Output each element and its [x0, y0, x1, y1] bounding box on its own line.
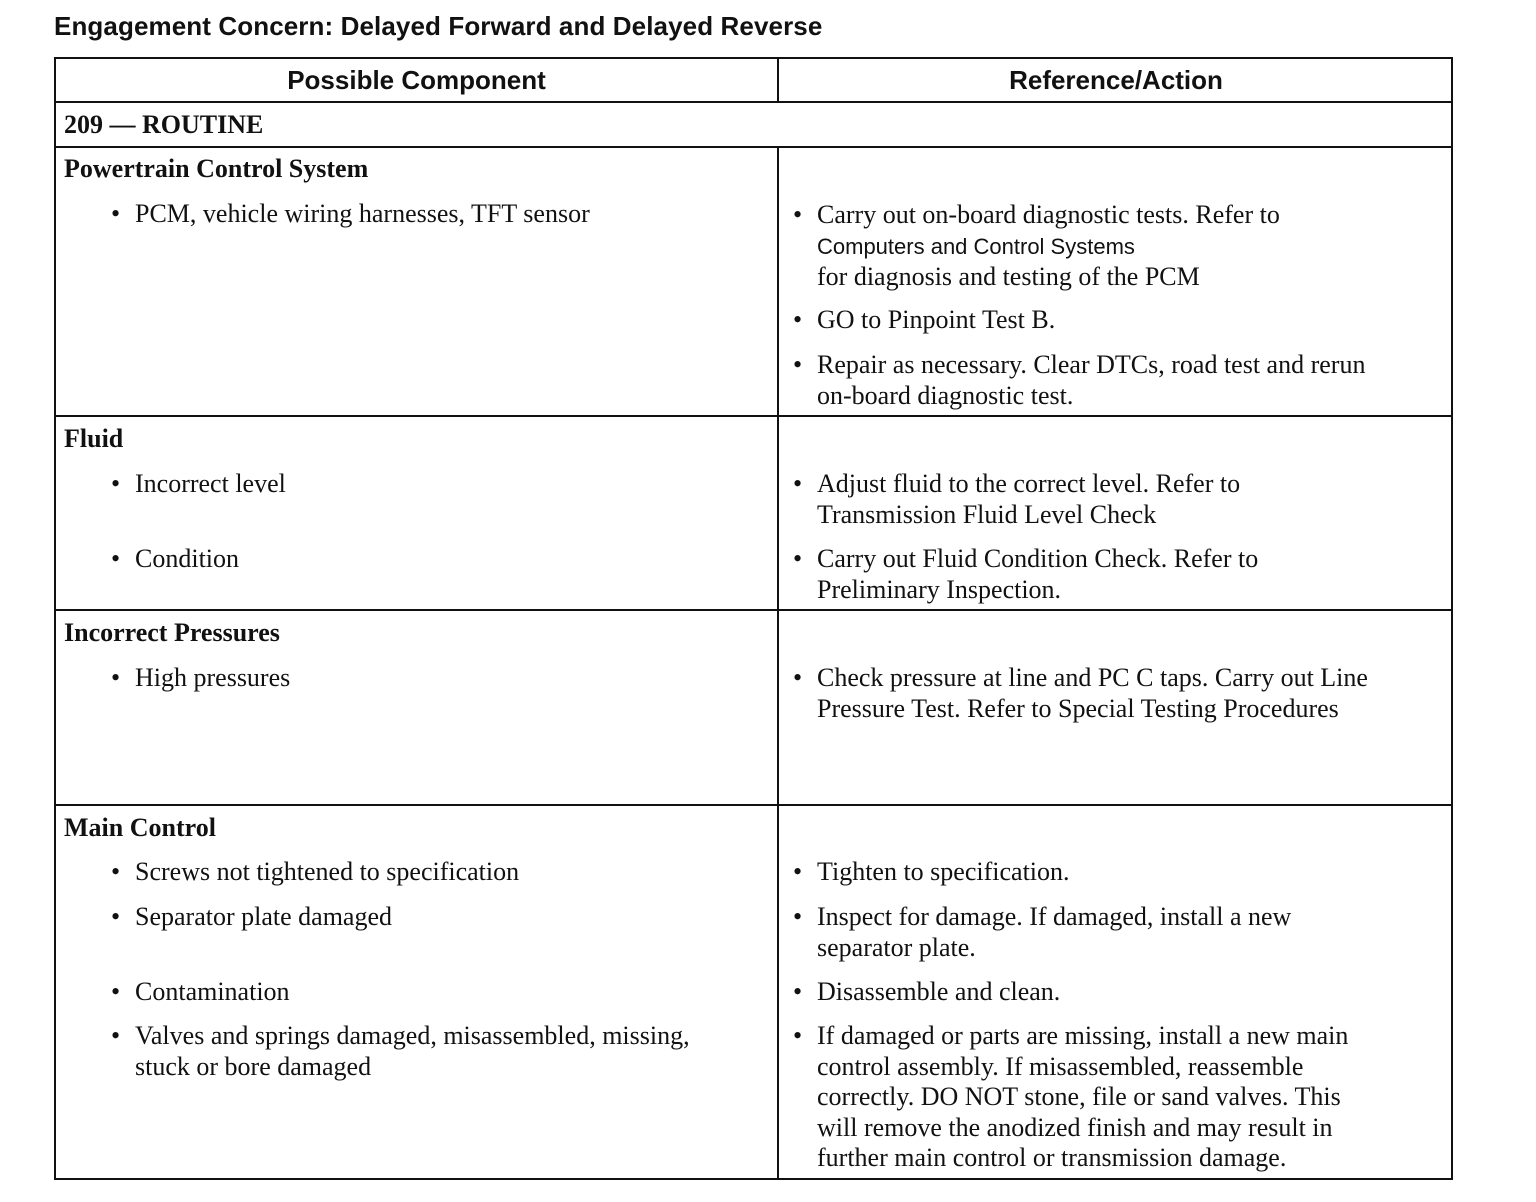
- bullet-icon: •: [793, 902, 803, 931]
- component-item: stuck or bore damaged: [135, 1052, 372, 1081]
- action-line: further main control or transmission damage.: [817, 1143, 1287, 1172]
- action-line: Carry out Fluid Condition Check. Refer to: [817, 544, 1259, 573]
- action-line: GO to Pinpoint Test B.: [817, 305, 1056, 334]
- action-line: will remove the anodized finish and may result in: [817, 1113, 1333, 1142]
- action-line: Pressure Test. Refer to Special Testing Procedures: [817, 694, 1339, 723]
- bullet-icon: •: [111, 199, 121, 228]
- bullet-icon: •: [111, 469, 121, 498]
- action-line: Transmission Fluid Level Check: [817, 500, 1157, 529]
- action-line: Carry out on-board diagnostic tests. Refer to: [817, 200, 1280, 229]
- column-header-reference-action: Reference/Action: [1009, 65, 1223, 95]
- bullet-icon: •: [793, 350, 803, 379]
- component-item: High pressures: [135, 663, 291, 692]
- action-line: control assembly. If misassembled, reassemble: [817, 1052, 1304, 1081]
- bullet-icon: •: [793, 857, 803, 886]
- action-line: separator plate.: [817, 933, 976, 962]
- bullet-icon: •: [793, 200, 803, 229]
- action-line: for diagnosis and testing of the PCM: [817, 262, 1200, 291]
- row-divider: [56, 146, 1451, 148]
- action-line: Adjust fluid to the correct level. Refer to: [817, 469, 1241, 498]
- routine-label: 209 — ROUTINE: [64, 110, 264, 139]
- component-item: Condition: [135, 544, 240, 573]
- row-divider: [56, 804, 1451, 806]
- action-line: If damaged or parts are missing, install a new main: [817, 1021, 1349, 1050]
- component-item: Contamination: [135, 977, 290, 1006]
- bullet-icon: •: [793, 663, 803, 692]
- row-divider: [56, 101, 1451, 103]
- page-title: Engagement Concern: Delayed Forward and Delayed Reverse: [54, 11, 823, 41]
- column-divider: [777, 59, 779, 103]
- action-line: Check pressure at line and PC C taps. Carry out Line: [817, 663, 1368, 692]
- reference-link-computers[interactable]: Computers and Control Systems: [817, 234, 1135, 259]
- action-line: Preliminary Inspection.: [817, 575, 1062, 604]
- component-item: Screws not tightened to specification: [135, 857, 520, 886]
- bullet-icon: •: [111, 977, 121, 1006]
- section-heading-pressures: Incorrect Pressures: [64, 618, 280, 647]
- section-heading-powertrain: Powertrain Control System: [64, 154, 369, 183]
- section-heading-fluid: Fluid: [64, 424, 124, 453]
- bullet-icon: •: [111, 1021, 121, 1050]
- section-heading-main-control: Main Control: [64, 813, 216, 842]
- bullet-icon: •: [793, 544, 803, 573]
- bullet-icon: •: [111, 663, 121, 692]
- bullet-icon: •: [111, 544, 121, 573]
- action-line: correctly. DO NOT stone, file or sand valves. This: [817, 1082, 1341, 1111]
- bullet-icon: •: [793, 1021, 803, 1050]
- bullet-icon: •: [111, 857, 121, 886]
- component-item: Incorrect level: [135, 469, 286, 498]
- bullet-icon: •: [793, 977, 803, 1006]
- component-item: PCM, vehicle wiring harnesses, TFT sensor: [135, 199, 590, 228]
- row-divider: [56, 609, 1451, 611]
- action-line: Disassemble and clean.: [817, 977, 1061, 1006]
- action-line: Inspect for damage. If damaged, install a new: [817, 902, 1292, 931]
- bullet-icon: •: [793, 469, 803, 498]
- column-divider: [777, 148, 779, 1178]
- bullet-icon: •: [793, 305, 803, 334]
- action-line: Tighten to specification.: [817, 857, 1070, 886]
- bullet-icon: •: [111, 902, 121, 931]
- action-line: Repair as necessary. Clear DTCs, road test and rerun: [817, 350, 1366, 379]
- row-divider: [56, 415, 1451, 417]
- diagnosis-table: [54, 57, 1453, 1180]
- action-line: on-board diagnostic test.: [817, 381, 1074, 410]
- column-header-possible-component: Possible Component: [287, 65, 546, 95]
- component-item: Separator plate damaged: [135, 902, 392, 931]
- component-item: Valves and springs damaged, misassembled, missing,: [135, 1021, 690, 1050]
